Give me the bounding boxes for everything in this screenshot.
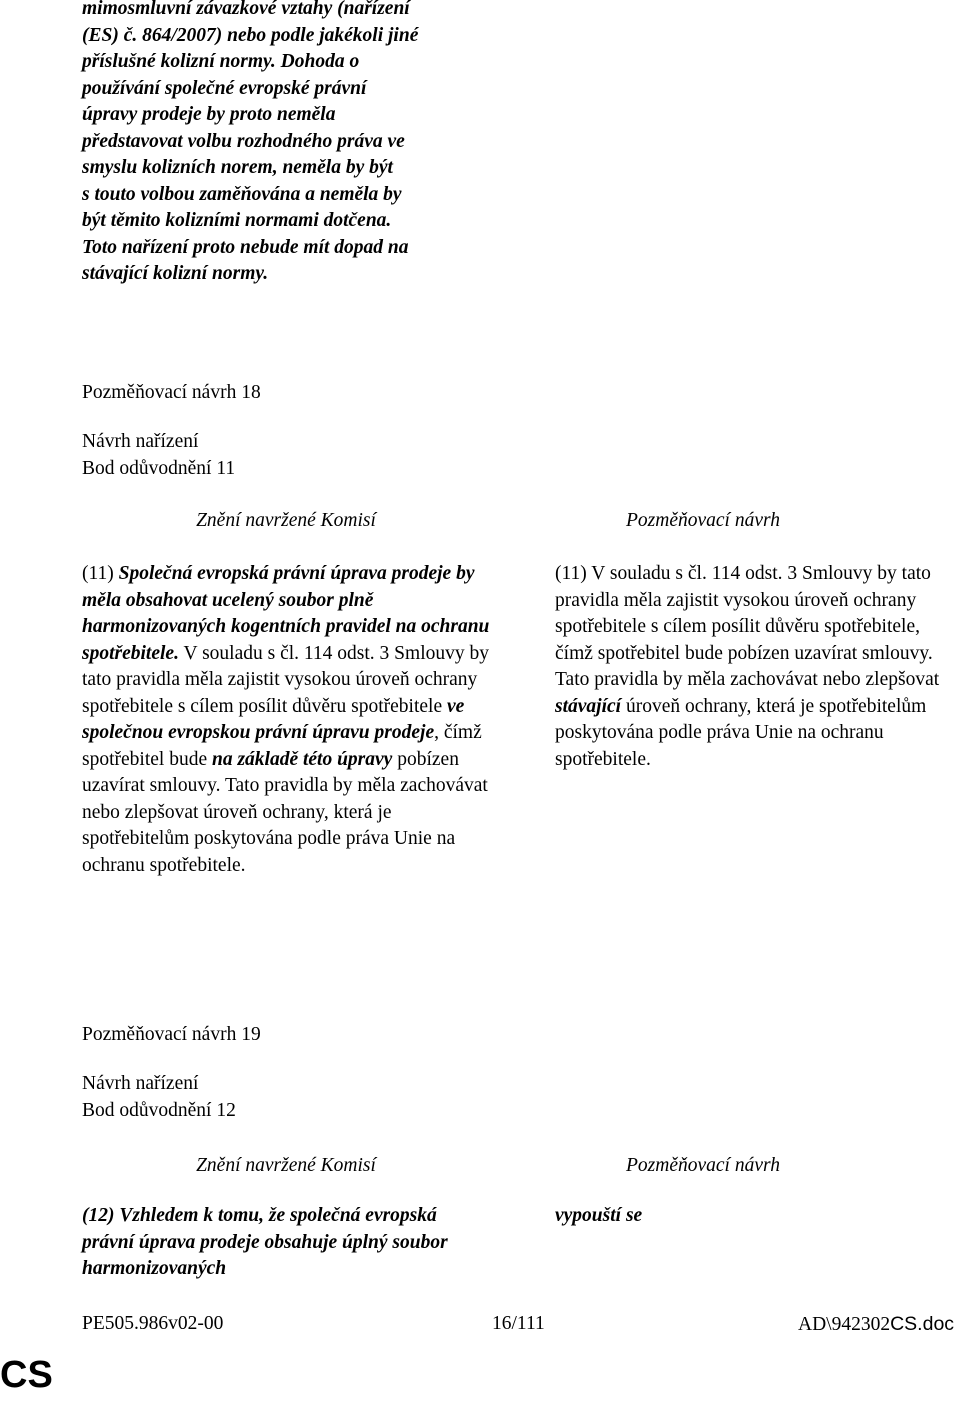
amendment-18-recital: Bod odůvodnění 11 xyxy=(82,458,236,479)
amendment-19-heading: Pozměňovací návrh 19 xyxy=(82,1024,261,1045)
footer-doc-name xyxy=(798,1311,954,1339)
text-line: představovat volbu rozhodného práva ve xyxy=(82,130,405,152)
deleted-text: na základě této úpravy xyxy=(211,748,393,770)
continuation-paragraph xyxy=(82,0,502,288)
amendment-text-19: vypouští se xyxy=(555,1205,643,1226)
text-line: stávající kolizní normy. xyxy=(82,263,269,284)
text-run: (11) xyxy=(82,563,119,584)
added-text: stávající xyxy=(555,695,622,717)
text-line: s touto volbou zaměňována a neměla by xyxy=(82,183,402,205)
amendment-18-heading: Pozměňovací návrh 18 xyxy=(82,382,261,403)
language-code: CS xyxy=(0,1354,53,1396)
text-line: (ES) č. 864/2007) nebo podle jakékoli jiné xyxy=(82,24,419,46)
amendment-text-18 xyxy=(555,561,960,773)
deleted-text: ve společnou evropskou právní úpravu prodeje xyxy=(82,695,465,743)
doc-prefix: AD\942302 xyxy=(798,1314,891,1335)
text-run: pobízen uzavírat smlouvy. Tato pravidla by měla zachovávat nebo zlepšovat úroveň ochrany, která je spotřebitelům poskytována podle práva Unie na ochranu spotřebitele. xyxy=(82,748,488,876)
text-line: smyslu kolizních norem, neměla by být xyxy=(82,157,393,178)
commission-text-19: (12) Vzhledem k tomu, že společná evropská právní úprava prodeje obsahuje úplný soubor harmonizovaných xyxy=(82,1205,448,1279)
footer-reference: PE505.986v02-00 xyxy=(82,1313,224,1334)
footer-page-number: 16/111 xyxy=(492,1313,545,1334)
commission-text-18 xyxy=(82,561,492,879)
text-line: Toto nařízení proto nebude mít dopad na xyxy=(82,236,409,258)
right-column-header: Pozměňovací návrh xyxy=(626,1155,780,1176)
text-line: být těmito kolizními normami dotčena. xyxy=(82,210,392,231)
text-line: mimosmluvní závazkové vztahy (nařízení xyxy=(82,0,410,19)
text-run: (11) V souladu s čl. 114 odst. 3 Smlouvy by tato pravidla měla zajistit vysokou úroveň ochrany spotřebitele s cílem posílit důvěru spotřebitele, čímž spotřebitel bude pobízen uzavírat smlouvy. Tato pravidla by měla zachovávat nebo zlepšovat xyxy=(555,563,940,690)
text-line: příslušné kolizní normy. Dohoda o xyxy=(82,51,360,72)
amendment-19-proposal: Návrh nařízení xyxy=(82,1073,199,1094)
left-column-header: Znění navržené Komisí xyxy=(196,1155,376,1176)
text-run: úroveň ochrany, která je spotřebitelům poskytována podle práva Unie na ochranu spotřebitele. xyxy=(555,695,927,770)
text-run: , čímž spotřebitel bude xyxy=(82,722,482,770)
deleted-text: Společná evropská právní úprava prodeje by měla obsahovat ucelený soubor plně harmonizovaných kogentních pravidel na ochranu spotřebitele. xyxy=(82,563,490,664)
left-column-header: Znění navržené Komisí xyxy=(196,510,376,531)
amendment-19-recital: Bod odůvodnění 12 xyxy=(82,1100,236,1121)
right-column-header: Pozměňovací návrh xyxy=(626,510,780,531)
doc-suffix: CS.doc xyxy=(890,1313,955,1335)
text-line: úpravy prodeje by proto neměla xyxy=(82,104,336,125)
text-run: V souladu s čl. 114 odst. 3 Smlouvy by tato pravidla měla zajistit vysokou úroveň ochrany spotřebitele s cílem posílit důvěru spotřebitele xyxy=(82,642,489,717)
amendment-18-proposal: Návrh nařízení xyxy=(82,431,199,452)
text-line: používání společné evropské právní xyxy=(82,77,367,99)
